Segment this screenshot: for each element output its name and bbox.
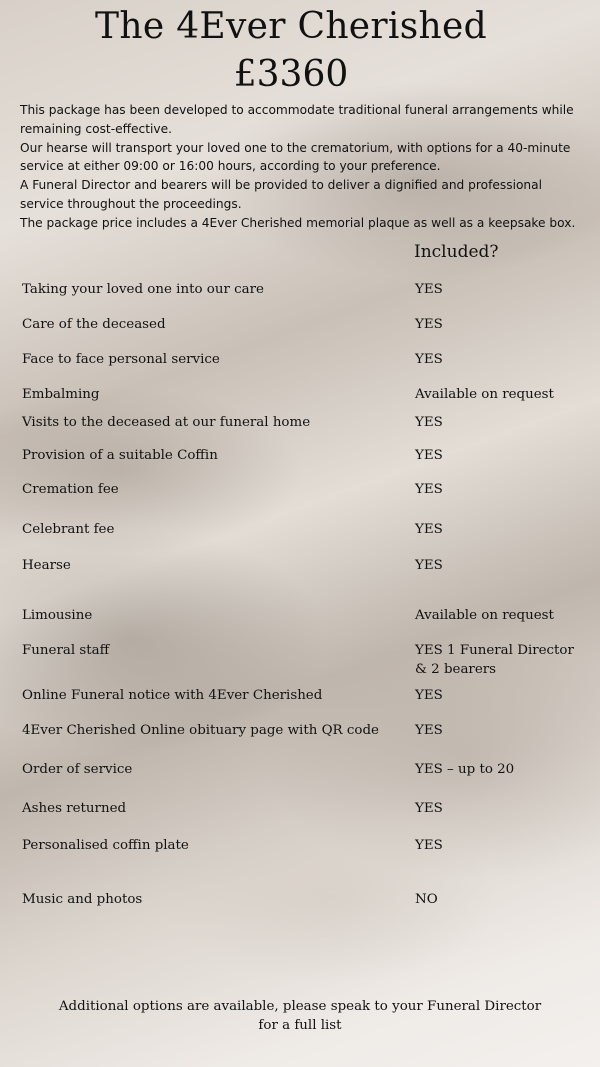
footer-line: Additional options are available, please speak to your Funeral Director — [58, 999, 542, 1014]
row-value-visits: YES — [415, 415, 443, 430]
row-value-care: YES — [415, 282, 443, 297]
row-label-funeral-notice: Online Funeral notice with 4Ever Cherished — [22, 688, 323, 703]
description-paragraph: This package has been developed to accommodate traditional funeral arrangements while remaining cost-effective. — [20, 103, 574, 136]
footer-note — [0, 997, 600, 1035]
row-value-care-of-deceased: YES — [415, 317, 443, 332]
row-label-embalming: Embalming — [22, 387, 100, 402]
row-value-coffin: YES — [415, 448, 443, 463]
row-label-personal-service: Face to face personal service — [22, 352, 220, 367]
row-label-obituary-page: 4Ever Cherished Online obituary page with QR code — [22, 723, 379, 738]
package-description — [20, 101, 580, 233]
row-label-care-of-deceased: Care of the deceased — [22, 317, 166, 332]
description-paragraph: Our hearse will transport your loved one to the crematorium, with options for a 40-minute service at either 09:00 or 16:00 hours, according to your preference. — [20, 140, 571, 174]
row-value-ashes-returned: YES — [415, 801, 443, 816]
included-column-header: Included? — [414, 242, 499, 262]
row-value-funeral-staff: YES 1 Funeral Director — [415, 643, 574, 658]
row-label-celebrant-fee: Celebrant fee — [22, 522, 115, 537]
row-value-embalming: Available on request — [415, 387, 554, 402]
description-paragraph: A Funeral Director and bearers will be provided to deliver a dignified and professional service throughout the proceedings. — [20, 178, 542, 211]
row-value-funeral-staff-line2: & 2 bearers — [415, 662, 497, 677]
row-label-ashes-returned: Ashes returned — [22, 801, 127, 816]
row-value-cremation-fee: YES — [415, 482, 443, 497]
row-value-celebrant-fee: YES — [415, 522, 443, 537]
page-title: The 4Ever Cherished — [95, 6, 487, 47]
row-value-obituary-page: YES — [415, 723, 443, 738]
row-value-coffin-plate: YES — [415, 838, 443, 853]
row-label-coffin: Provision of a suitable Coffin — [22, 448, 218, 463]
footer-line: for a full list — [258, 1018, 342, 1033]
row-value-order-of-service: YES – up to 20 — [415, 762, 515, 777]
row-value-personal-service: YES — [415, 352, 443, 367]
row-label-music-photos: Music and photos — [22, 892, 143, 907]
row-label-visits: Visits to the deceased at our funeral home — [22, 415, 311, 430]
row-value-hearse: YES — [415, 558, 443, 573]
row-label-coffin-plate: Personalised coffin plate — [22, 838, 189, 853]
row-value-limousine: Available on request — [415, 608, 554, 623]
description-paragraph: The package price includes a 4Ever Cherished memorial plaque as well as a keepsake box. — [20, 215, 576, 230]
row-label-order-of-service: Order of service — [22, 762, 133, 777]
row-label-limousine: Limousine — [22, 608, 93, 623]
package-price: £3360 — [233, 54, 349, 95]
row-label-care: Taking your loved one into our care — [22, 282, 264, 297]
row-value-music-photos: NO — [415, 892, 438, 907]
row-label-funeral-staff: Funeral staff — [22, 643, 110, 658]
row-label-hearse: Hearse — [22, 558, 71, 573]
row-value-funeral-notice: YES — [415, 688, 443, 703]
row-label-cremation-fee: Cremation fee — [22, 482, 119, 497]
